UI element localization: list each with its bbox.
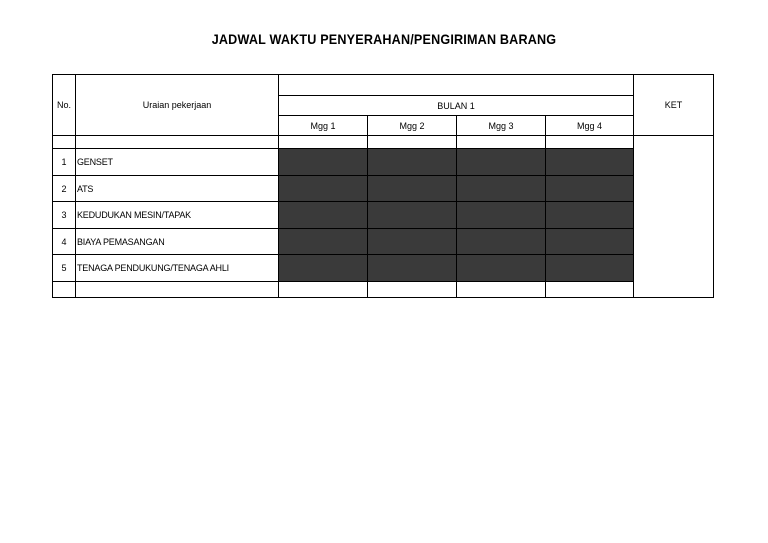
week-cell [368, 229, 457, 255]
spacer-cell [368, 282, 457, 298]
page-title: JADWAL WAKTU PENYERAHAN/PENGIRIMAN BARANG [211, 31, 557, 47]
week-cell [368, 255, 457, 282]
week-cell [546, 202, 634, 229]
row-number: 3 [53, 202, 76, 229]
spacer-cell [368, 136, 457, 149]
table-row [53, 149, 714, 176]
week-cell [368, 149, 457, 176]
week-cell [546, 149, 634, 176]
ket-column-body [634, 136, 714, 298]
week-cell [279, 255, 368, 282]
spacer-cell [457, 136, 546, 149]
spacer-cell [546, 136, 634, 149]
week-cell [457, 149, 546, 176]
row-label: BIAYA PEMASANGAN [76, 229, 279, 255]
week-cell [457, 229, 546, 255]
header-no: No. [53, 75, 76, 136]
row-label: KEDUDUKAN MESIN/TAPAK [76, 202, 279, 229]
spacer-cell [546, 282, 634, 298]
week-cell [457, 255, 546, 282]
spacer-cell [457, 282, 546, 298]
spacer-cell [53, 282, 76, 298]
week-cell [546, 176, 634, 202]
header-ket: KET [634, 75, 714, 136]
week-cell [457, 202, 546, 229]
table-row [53, 176, 714, 202]
header-week: Mgg 1 [279, 116, 368, 136]
week-cell [279, 229, 368, 255]
spacer-cell [76, 282, 279, 298]
row-label: ATS [76, 176, 279, 202]
spacer-cell [279, 282, 368, 298]
header-week: Mgg 3 [457, 116, 546, 136]
week-cell [368, 176, 457, 202]
row-number: 1 [53, 149, 76, 176]
week-cell [368, 202, 457, 229]
table-row [53, 255, 714, 282]
row-label: GENSET [76, 149, 279, 176]
spacer-cell [76, 136, 279, 149]
row-number: 5 [53, 255, 76, 282]
week-cell [546, 229, 634, 255]
schedule-table [52, 74, 714, 298]
header-bulan: BULAN 1 [279, 96, 634, 116]
week-cell [279, 149, 368, 176]
header-blank-top [279, 75, 634, 96]
table-row [53, 202, 714, 229]
row-label: TENAGA PENDUKUNG/TENAGA AHLI [76, 255, 279, 282]
header-uraian: Uraian pekerjaan [76, 75, 279, 136]
week-cell [457, 176, 546, 202]
spacer-cell [279, 136, 368, 149]
spacer-cell [53, 136, 76, 149]
week-cell [546, 255, 634, 282]
table-row [53, 229, 714, 255]
header-week: Mgg 2 [368, 116, 457, 136]
row-number: 4 [53, 229, 76, 255]
week-cell [279, 176, 368, 202]
row-number: 2 [53, 176, 76, 202]
header-week: Mgg 4 [546, 116, 634, 136]
week-cell [279, 202, 368, 229]
